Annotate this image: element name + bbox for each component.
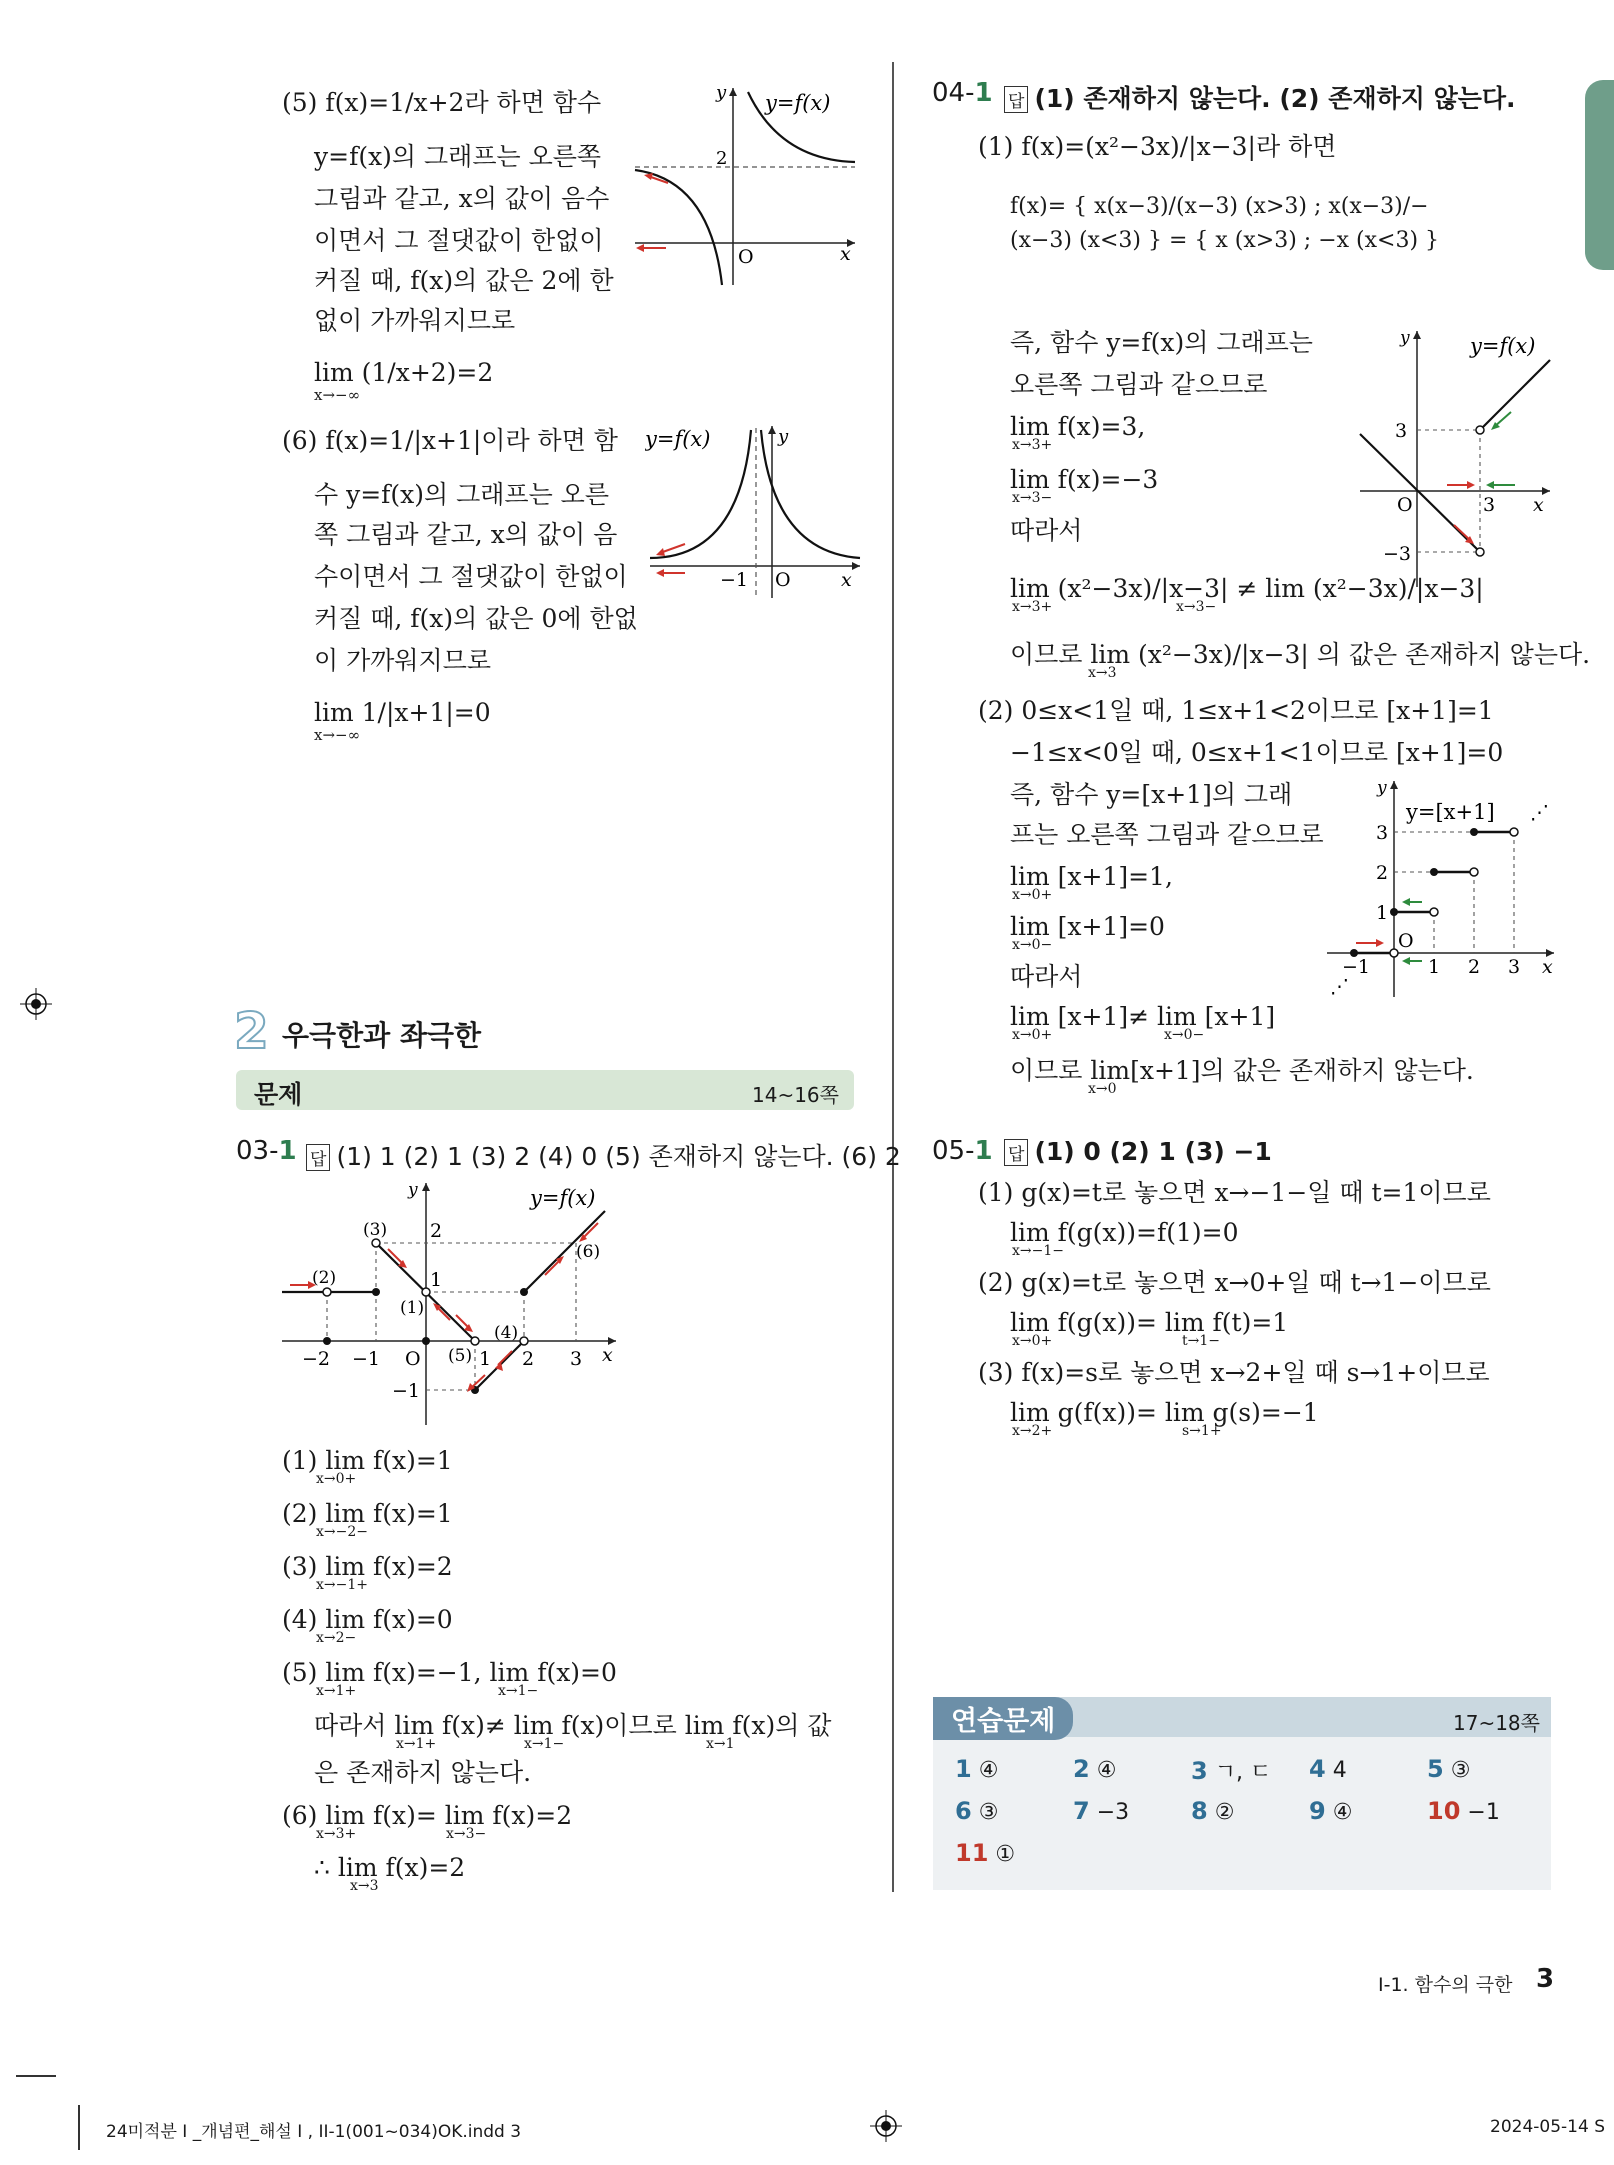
practice-answer-4: 4 4 (1309, 1755, 1347, 1783)
practice-answer-8: 8 ② (1191, 1797, 1235, 1825)
item6-limit: lim 1/|x+1|=0 (314, 698, 491, 727)
q03-marker-3: (3) (363, 1220, 388, 1240)
q04-line-8: lim (x²−3x)/|x−3| ≠ lim (x²−3x)/|x−3| (1010, 574, 1484, 603)
item5-limit-sub: x→−∞ (314, 386, 361, 404)
column-divider (892, 62, 894, 1892)
q05-line-2: lim f(g(x))=f(1)=0 (1010, 1218, 1239, 1247)
item5-graph-origin: O (738, 246, 754, 268)
q03-tick-x4: 3 (570, 1348, 583, 1370)
q03-line-1: (1) lim f(x)=1 (282, 1446, 453, 1475)
item6-graph-tick: −1 (720, 569, 749, 591)
q04-g2-dots2: ⋰ (1330, 976, 1349, 998)
q04-answer-box: 답 (1004, 86, 1028, 113)
q04-sub-e: x→3 (1088, 665, 1117, 681)
item5-graph-label: y=f(x) (765, 91, 831, 115)
q05-sub-a: x→−1− (1012, 1243, 1064, 1259)
q03-tick-x0: −2 (302, 1348, 331, 1370)
item5-limit: lim (1/x+2)=2 (314, 358, 494, 387)
q04-g1-y: y (1400, 328, 1410, 348)
q05-line-6: lim g(f(x))= lim g(s)=−1 (1010, 1398, 1319, 1427)
q03-marker-4: (4) (494, 1323, 519, 1343)
q03-sub-8: x→3 (350, 1878, 379, 1894)
practice-answer-3: 3 ㄱ, ㄷ (1191, 1757, 1272, 1785)
q03-graph-y: y (408, 1180, 418, 1200)
item6-graph-x: x (841, 569, 852, 591)
registration-mark-bottom-icon (870, 2110, 902, 2142)
practice-answer-1: 1 ④ (955, 1755, 999, 1783)
q04-line-14: lim [x+1]=1, (1010, 862, 1173, 891)
q04-line-6: lim f(x)=−3 (1010, 465, 1159, 494)
q04-sub-i: x→0− (1164, 1027, 1205, 1043)
q04-line-17: lim [x+1]≠ lim [x+1] (1010, 1002, 1276, 1031)
q03-line-9: ∴ lim f(x)=2 (314, 1853, 466, 1882)
item6-graph-label: y=f(x) (645, 427, 711, 451)
q05-sub-b: x→0+ (1012, 1333, 1053, 1349)
q03-sub-7b: x→3− (446, 1826, 487, 1842)
q03-line-5: (5) lim f(x)=−1, lim f(x)=0 (282, 1658, 617, 1687)
q05-line-3: (2) g(x)=t로 놓으면 x→0+일 때 t→1−이므로 (978, 1268, 1491, 1297)
q03-graph (280, 1175, 620, 1430)
q03-line-6: 따라서 lim f(x)≠ lim f(x)이므로 lim f(x)의 값 (314, 1711, 832, 1740)
q04-sub-j: x→0 (1088, 1081, 1117, 1097)
item6-graph (645, 420, 865, 600)
q05-answer: 답 (1) 0 (2) 1 (3) −1 (1004, 1137, 1272, 1166)
q04-sub-d: x→3− (1176, 599, 1217, 615)
practice-range: 17~18쪽 (1453, 1711, 1540, 1735)
practice-box (933, 1697, 1551, 1890)
q03-sub-1: x→0+ (316, 1471, 357, 1487)
item5-line-1: (5) f(x)=1/x+2라 하면 함수 (282, 88, 602, 117)
q04-g1-label: y=f(x) (1470, 334, 1536, 358)
page-number: 3 (1536, 1964, 1555, 1994)
q03-marker-6: (6) (576, 1242, 601, 1262)
item6-line-2: 수 y=f(x)의 그래프는 오른 (314, 480, 609, 509)
q03-marker-2: (2) (312, 1268, 337, 1288)
q03-line-8: (6) lim f(x)= lim f(x)=2 (282, 1801, 573, 1830)
q04-g2-tick-x2: 2 (1468, 956, 1481, 978)
q04-graph2 (1322, 775, 1562, 1000)
practice-answer-9: 9 ④ (1309, 1797, 1353, 1825)
q03-line-7: 은 존재하지 않는다. (314, 1758, 532, 1787)
practice-answer-7: 7 −3 (1073, 1797, 1130, 1825)
q03-tick-y0: 2 (430, 1220, 443, 1242)
q04-g2-tick-y1: 1 (1376, 902, 1389, 924)
practice-answer-10: 10 −1 (1427, 1797, 1500, 1825)
q04-g2-tick-y2: 2 (1376, 862, 1389, 884)
q04-g2-y: y (1377, 778, 1387, 798)
q04-sub-h: x→0+ (1012, 1027, 1053, 1043)
q03-tick-x3: 2 (522, 1348, 535, 1370)
item6-line-6: 이 가까워지므로 (314, 646, 491, 675)
q04-graph1 (1355, 325, 1555, 595)
q04-line-16: 따라서 (1010, 962, 1083, 991)
item5-graph (630, 80, 860, 290)
practice-title: 연습문제 (933, 1697, 1073, 1740)
item5-line-5: 커질 때, f(x)의 값은 2에 한 (314, 266, 614, 295)
q03-graph-label: y=f(x) (530, 1186, 596, 1210)
item6-line-4: 수이면서 그 절댓값이 한없이 (314, 562, 628, 591)
practice-answer-2: 2 ④ (1073, 1755, 1117, 1783)
item6-limit-sub: x→−∞ (314, 726, 361, 744)
q03-line-2: (2) lim f(x)=1 (282, 1499, 453, 1528)
q03-sub-7a: x→3+ (316, 1826, 357, 1842)
q04-line-11: −1≤x<0일 때, 0≤x+1<1이므로 [x+1]=0 (1010, 738, 1504, 767)
q04-g1-origin: O (1397, 494, 1413, 516)
chapter-label: I-1. 함수의 극한 (1378, 1974, 1513, 1996)
q03-sub-6b: x→1− (524, 1736, 565, 1752)
q03-marker-1: (1) (400, 1298, 425, 1318)
q04-sub-c: x→3+ (1012, 599, 1053, 615)
q04-line-12: 즉, 함수 y=[x+1]의 그래 (1010, 780, 1293, 809)
q03-sub-6c: x→1 (706, 1736, 735, 1752)
q03-line-3: (3) lim f(x)=2 (282, 1552, 453, 1581)
item6-line-3: 쪽 그림과 같고, x의 값이 음 (314, 520, 618, 549)
q04-g1-tick-y3: 3 (1395, 420, 1408, 442)
item6-line-1: (6) f(x)=1/|x+1|이라 하면 함 (282, 426, 618, 455)
q05-line-5: (3) f(x)=s로 놓으면 x→2+일 때 s→1+이므로 (978, 1358, 1490, 1387)
chapter-side-tab (1585, 80, 1614, 270)
item5-line-6: 없이 가까워지므로 (314, 306, 516, 335)
q04-line-18: 이므로 lim[x+1]의 값은 존재하지 않는다. (1010, 1056, 1474, 1085)
q04-line-13: 프는 오른쪽 그림과 같으므로 (1010, 820, 1324, 849)
q03-sub-3: x→−1+ (316, 1577, 368, 1593)
q04-g2-x: x (1542, 956, 1553, 978)
q03-answer: 답 (1) 1 (2) 1 (3) 2 (4) 0 (5) 존재하지 않는다. (6) 2 (306, 1137, 901, 1173)
q04-line-2: f(x)= { x(x−3)/(x−3) (x>3) ; x(x−3)/−(x−3) (x<3) } = { x (x>3) ; −x (x<3) } (1010, 194, 1440, 253)
q03-sub-5a: x→1+ (316, 1683, 357, 1699)
q03-graph-x: x (602, 1344, 613, 1366)
q04-g1-tick-ym3: −3 (1383, 543, 1412, 565)
item6-graph-origin: O (775, 569, 791, 591)
q03-tick-y2: −1 (392, 1380, 421, 1402)
q04-sub-b: x→3− (1012, 490, 1053, 506)
item5-graph-2: 2 (716, 148, 728, 169)
q04-line-3: 즉, 함수 y=f(x)의 그래프는 (1010, 328, 1313, 357)
q05-line-1: (1) g(x)=t로 놓으면 x→−1−일 때 t=1이므로 (978, 1178, 1491, 1207)
item5-graph-x: x (840, 243, 851, 265)
item5-line-4: 이면서 그 절댓값이 한없이 (314, 226, 604, 255)
q04-answer: 답 (1) 존재하지 않는다. (2) 존재하지 않는다. (1004, 79, 1516, 115)
q04-line-15: lim [x+1]=0 (1010, 912, 1165, 941)
q05-sub-e: s→1+ (1182, 1423, 1222, 1439)
practice-answer-5: 5 ③ (1427, 1755, 1471, 1783)
q04-g2-tick-xm1: −1 (1342, 956, 1371, 978)
q04-line-1: (1) f(x)=(x²−3x)/|x−3|라 하면 (978, 132, 1337, 161)
q04-g2-tick-x3: 3 (1508, 956, 1521, 978)
crop-mark (16, 2075, 56, 2077)
q03-tick-x1: −1 (352, 1348, 381, 1370)
q04-g2-dots: ⋰ (1530, 802, 1549, 824)
q05-sub-c: t→1− (1182, 1333, 1220, 1349)
q04-id: 04-1 (932, 78, 993, 108)
q03-sub-5b: x→1− (498, 1683, 539, 1699)
q04-g2-tick-y3: 3 (1376, 822, 1389, 844)
q03-sub-4: x→2− (316, 1630, 357, 1646)
footer-file: 24미적분 I _개념편_해설 I , II-1(001~034)OK.indd 3 (106, 2122, 522, 2142)
item5-line-3: 그림과 같고, x의 값이 음수 (314, 184, 610, 213)
q04-g1-tick-x3: 3 (1483, 494, 1496, 516)
q04-sub-f: x→0+ (1012, 887, 1053, 903)
problem-band-label: 문제 (254, 1080, 303, 1109)
q04-line-7: 따라서 (1010, 516, 1083, 545)
q03-id: 03-1 (236, 1136, 297, 1166)
section-number: 2 (234, 1002, 269, 1060)
q05-answer-box: 답 (1004, 1139, 1028, 1166)
item5-line-2: y=f(x)의 그래프는 오른쪽 (314, 142, 602, 171)
q04-g2-tick-x1: 1 (1428, 956, 1441, 978)
practice-answer-6: 6 ③ (955, 1797, 999, 1825)
problem-band (236, 1070, 854, 1110)
q03-graph-origin: O (405, 1348, 421, 1370)
q04-line-4: 오른쪽 그림과 같으므로 (1010, 370, 1268, 399)
q03-tick-x2: 1 (479, 1348, 492, 1370)
q04-g1-x: x (1533, 494, 1544, 516)
q04-line-10: (2) 0≤x<1일 때, 1≤x+1<2이므로 [x+1]=1 (978, 696, 1494, 725)
item6-line-5: 커질 때, f(x)의 값은 0에 한없 (314, 604, 638, 633)
crop-mark-vertical (78, 2105, 80, 2150)
problem-band-range: 14~16쪽 (752, 1083, 839, 1107)
q04-g2-label: y=[x+1] (1406, 800, 1495, 824)
q05-line-4: lim f(g(x))= lim f(t)=1 (1010, 1308, 1289, 1337)
item6-graph-y: y (778, 426, 789, 447)
q03-tick-y1: 1 (430, 1269, 443, 1291)
practice-answer-11: 11 ① (955, 1839, 1016, 1867)
q04-g2-origin: O (1398, 930, 1414, 952)
q04-sub-g: x→0− (1012, 937, 1053, 953)
footer-date: 2024-05-14 S (1490, 2117, 1605, 2137)
q03-marker-5: (5) (448, 1346, 473, 1366)
registration-mark-icon (20, 988, 52, 1020)
q03-sub-2: x→−2− (316, 1524, 368, 1540)
q05-sub-d: x→2+ (1012, 1423, 1053, 1439)
q03-line-4: (4) lim f(x)=0 (282, 1605, 453, 1634)
q04-line-9: 이므로 lim (x²−3x)/|x−3| 의 값은 존재하지 않는다. (1010, 640, 1591, 669)
q04-sub-a: x→3+ (1012, 437, 1053, 453)
q03-sub-6a: x→1+ (396, 1736, 437, 1752)
q03-answer-box: 답 (306, 1144, 330, 1171)
q04-line-5: lim f(x)=3, (1010, 412, 1146, 441)
section-title: 우극한과 좌극한 (282, 1019, 482, 1052)
item5-graph-y: y (716, 82, 727, 103)
q05-id: 05-1 (932, 1136, 993, 1166)
